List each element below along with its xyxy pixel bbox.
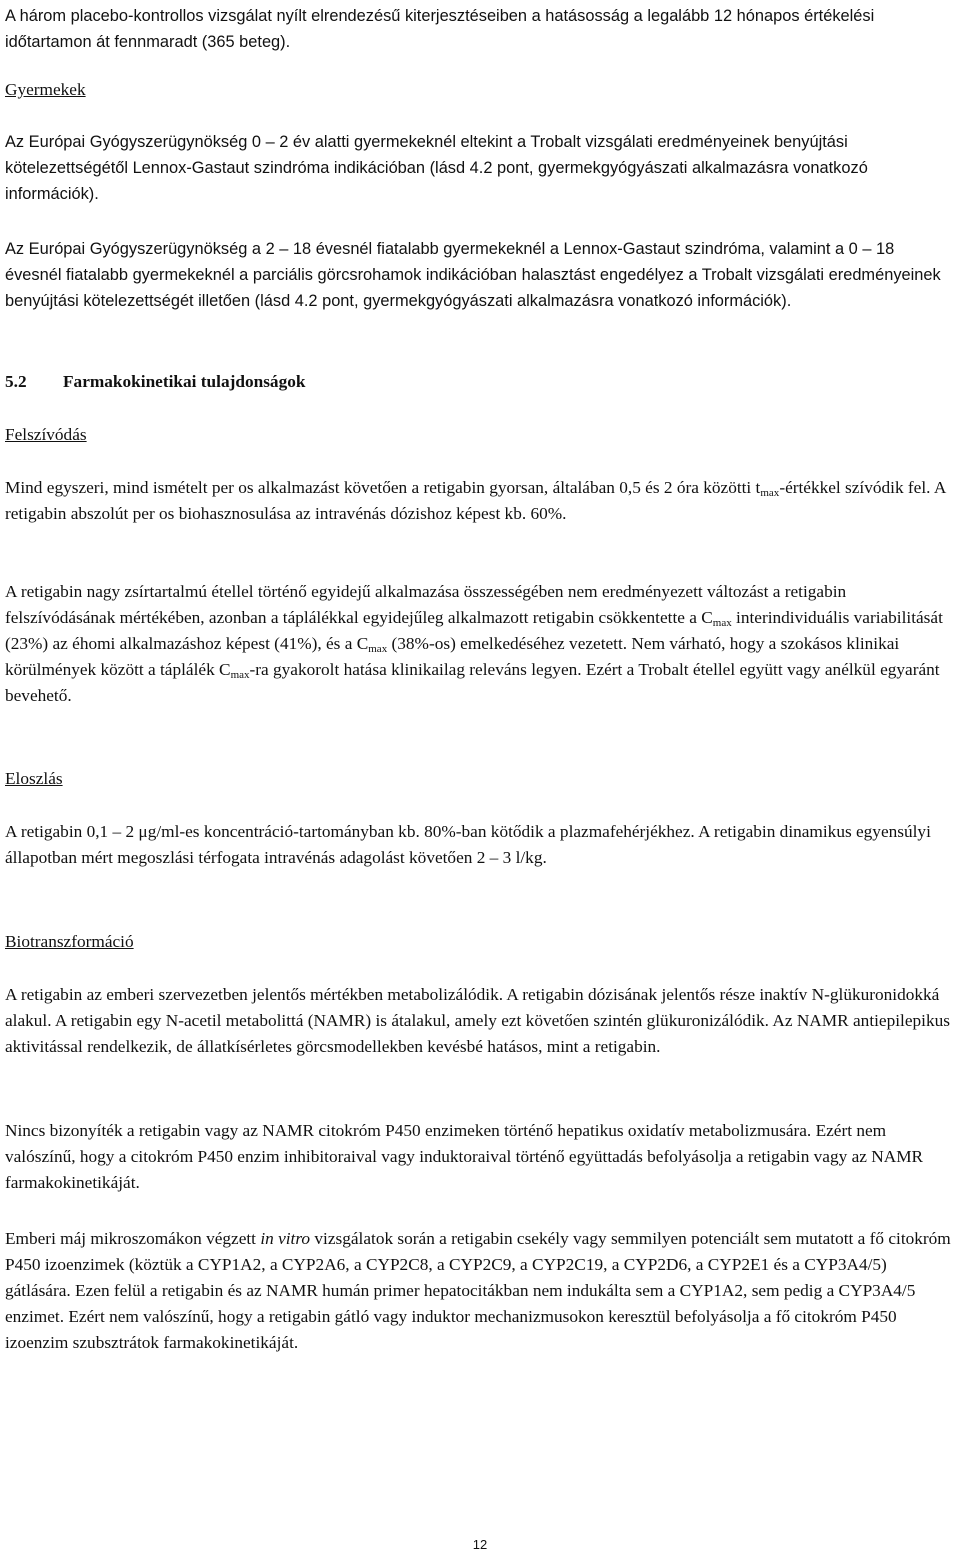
biotranszformacio-paragraph-2: Nincs bizonyíték a retigabin vagy az NAMR citokróm P450 enzimeken történő hepatikus oxidatív metabolizmusára. Ezért nem valószínű, hogy a citokróm P450 enzim inhibitoraival vagy induktoraival történő együttadás befolyásolja a retigabin vagy az NAMR farmakokinetikáját. <box>5 1121 924 1192</box>
section-title: Farmakokinetikai tulajdonságok <box>63 372 306 391</box>
page-number: 12 <box>472 1537 488 1552</box>
in-vitro-italic: in vitro <box>260 1229 311 1248</box>
felszivodas-paragraph-1: Mind egyszeri, mind ismételt per os alkalmazást követően a retigabin gyorsan, általában 0,5 és 2 óra közötti $t_{max}$-értékkel szívódik fel. A retigabin abszolút per os biohasznosulása az intravénás dózishoz képest kb. 60%. <box>5 478 946 523</box>
gyermekek-paragraph-2: Az Európai Gyógyszerügynökség a 2 – 18 évesnél fiatalabb gyermekeknél a Lennox-Gastaut szindróma, valamint a 0 – 18 évesnél fiatalabb gyermekeknél a parciális görcsrohamok indikációban halasztást engedélyez a Trobalt vizsgálati eredményeinek benyújtási kötelezettségét illetően (lásd 4.2 pont, gyermekgyógyászati alkalmazásra vonatkozó információk). <box>5 240 941 310</box>
biotranszformacio-paragraph-1: A retigabin az emberi szervezetben jelentős mértékben metabolizálódik. A retigabin dózisának jelentős része inaktív N-glükuronidokká alakul. A retigabin egy N-acetil metabolittá (NAMR) is átalakul, amely ezt követően szintén glükuronizálódik. Az NAMR antiepilepikus aktivitással rendelkezik, de állatkísérletes görcsmodellekben kevésbé hatásos, mint a retigabin. <box>5 985 950 1056</box>
gyermekek-paragraph-1: Az Európai Gyógyszerügynökség 0 – 2 év alatti gyermekeknél eltekint a Trobalt vizsgálati eredményeinek benyújtási kötelezettségétől Lennox-Gastaut szindróma indikációban (lásd 4.2 pont, gyermekgyógyászati alkalmazásra vonatkozó információk). <box>5 133 868 203</box>
subscript-max: max <box>368 643 388 655</box>
section-number: 5.2 <box>5 372 27 391</box>
heading-eloszlas: Eloszlás <box>5 769 63 788</box>
heading-gyermekek: Gyermekek <box>5 80 86 99</box>
heading-felszivodas: Felszívódás <box>5 425 87 444</box>
eloszlas-paragraph-1: A retigabin 0,1 – 2 μg/ml-es koncentráció-tartományban kb. 80%-ban kötődik a plazmafehérjékhez. A retigabin dinamikus egyensúlyi állapotban mért megoszlási térfogata intravénás adagolást követően 2 – 3 l/kg. <box>5 822 931 867</box>
felszivodas-paragraph-2: A retigabin nagy zsírtartalmú étellel történő egyidejű alkalmazása összességében nem eredményezett változást a retigabin felszívódásának mértékében, azonban a táplálékkal egyidejűleg alkalmazott retigabin csökkentette a $C_{max}$ interindividuális variabilitását (23%) az éhomi alkalmazáshoz képest (41%), és a $C_{max}$ (38%-os) emelkedéséhez vezetett. Nem várható, hogy a szokásos klinikai körülmények között a táplálék $C_{max}-ra$ gyakorolt hatása klinikailag releváns legyen. Ezért a Trobalt étellel együtt vagy anélkül egyaránt bevehető. <box>5 582 943 705</box>
subscript-max: max <box>760 487 780 499</box>
heading-biotranszformacio: Biotranszformáció <box>5 932 134 951</box>
biotranszformacio-paragraph-3: Emberi máj mikroszomákon végzett in vitro vizsgálatok során a retigabin csekély vagy semmilyen potenciált sem mutatott a fő citokróm P450 izoenzimek (köztük a CYP1A2, a CYP2A6, a CYP2C8, a CYP2C9, a CYP2C19, a CYP2D6, a CYP2E1 és a CYP3A4/5) gátlására. Ezen felül a retigabin és az NAMR humán primer hepatocitákban nem indukálta sem a CYP1A2, sem pedig a CYP3A4/5 enzimet. Ezért nem valószínű, hogy a retigabin gátló vagy induktor mechanizmusokon keresztül befolyásolja a fő citokróm P450 izoenzim szubsztrátok farmakokinetikáját. <box>5 1229 951 1352</box>
intro-paragraph: A három placebo-kontrollos vizsgálat nyílt elrendezésű kiterjesztéseiben a hatásosság a legalább 12 hónapos értékelési időtartamon át fennmaradt (365 beteg). <box>5 7 875 51</box>
subscript-max: max <box>712 617 732 629</box>
subscript-max: max <box>230 669 250 681</box>
section-heading <box>5 369 955 395</box>
